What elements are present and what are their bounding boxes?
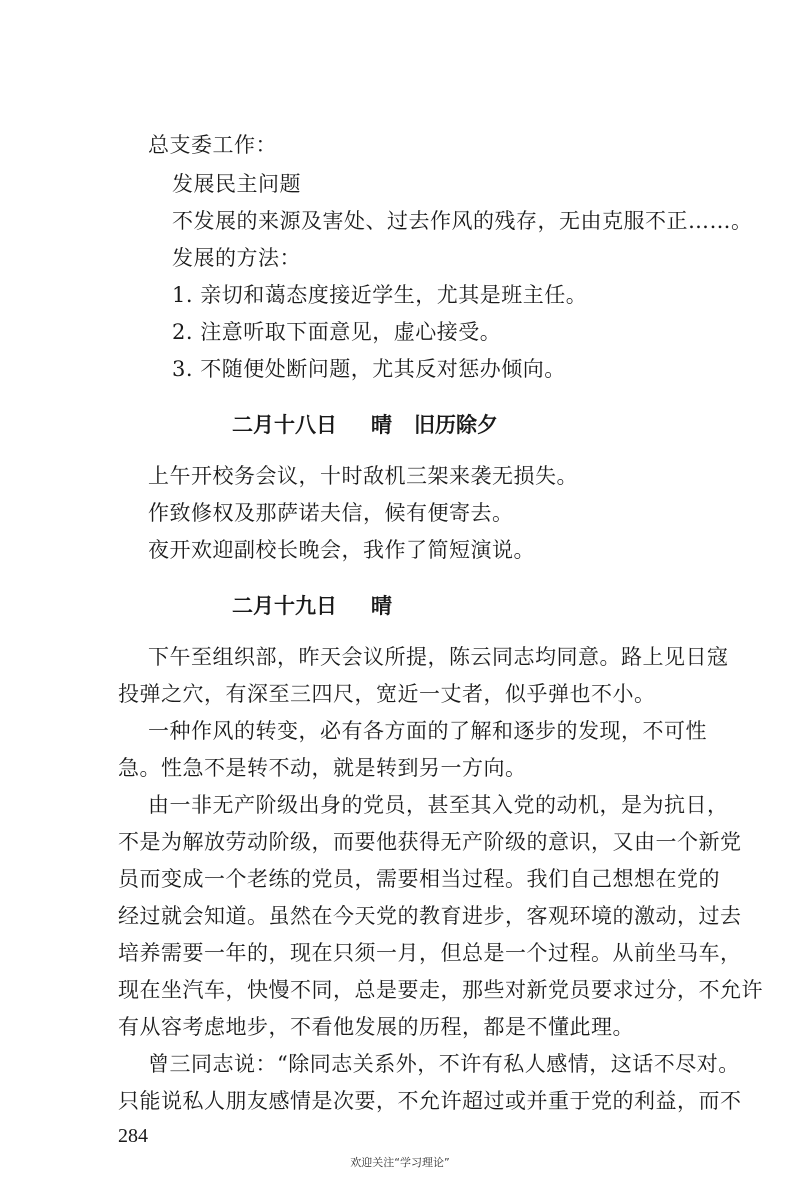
reason-line: 不发展的来源及害处、过去作风的残存，无由克服不正……。 bbox=[172, 209, 753, 233]
entry-note: 旧历除夕 bbox=[414, 413, 498, 437]
entry-heading-feb19 bbox=[232, 593, 392, 619]
entry-line: 有从容考虑地步，不看他发展的历程，都是不懂此理。 bbox=[118, 1015, 634, 1039]
entry-line: 夜开欢迎副校长晚会，我作了简短演说。 bbox=[148, 538, 535, 562]
entry-line: 投弹之穴，有深至三四尺，宽近一丈者，似乎弹也不小。 bbox=[118, 682, 656, 706]
entry-line: 经过就会知道。虽然在今天党的教育进步，客观环境的激动，过去 bbox=[118, 904, 742, 928]
entry-line: 员而变成一个老练的党员，需要相当过程。我们自己想想在党的 bbox=[118, 867, 720, 891]
entry-line: 急。性急不是转不动，就是转到另一方向。 bbox=[118, 756, 527, 780]
method-item: 1. 亲切和蔼态度接近学生，尤其是班主任。 bbox=[172, 283, 588, 307]
entry-line: 曾三同志说：“除同志关系外，不许有私人感情，这话不尽对。 bbox=[148, 1052, 740, 1076]
page-number: 284 bbox=[118, 1125, 148, 1147]
entry-line: 不是为解放劳动阶级，而要他获得无产阶级的意识，又由一个新党 bbox=[118, 830, 742, 854]
entry-line: 一种作风的转变，必有各方面的了解和逐步的发现，不可性 bbox=[148, 719, 707, 743]
entry-line: 作致修权及那萨诺夫信，候有便寄去。 bbox=[148, 501, 514, 525]
entry-line: 上午开校务会议，十时敌机三架来袭无损失。 bbox=[148, 464, 578, 488]
entry-date: 二月十八日 bbox=[232, 413, 337, 437]
entry-date: 二月十九日 bbox=[232, 594, 337, 618]
entry-line: 培养需要一年的，现在只须一月，但总是一个过程。从前坐马车， bbox=[118, 941, 742, 965]
entry-line: 现在坐汽车，快慢不同，总是要走，那些对新党员要求过分，不允许 bbox=[118, 978, 763, 1002]
method-item: 3. 不随便处断问题，尤其反对惩办倾向。 bbox=[172, 357, 566, 381]
section-title: 总支委工作： bbox=[148, 133, 277, 157]
entry-weather: 晴 bbox=[371, 594, 392, 618]
entry-line: 只能说私人朋友感情是次要，不允许超过或并重于党的利益，而不 bbox=[118, 1089, 742, 1113]
footer-text: 欢迎关注“学习理论” bbox=[350, 1156, 450, 1169]
methods-label: 发展的方法： bbox=[172, 246, 301, 270]
entry-line: 由一非无产阶级出身的党员，甚至其入党的动机，是为抗日， bbox=[148, 793, 729, 817]
entry-heading-feb18 bbox=[232, 412, 498, 438]
method-item: 2. 注意听取下面意见，虚心接受。 bbox=[172, 320, 502, 344]
entry-line: 下午至组织部，昨天会议所提，陈云同志均同意。路上见日寇 bbox=[148, 645, 729, 669]
topic-line: 发展民主问题 bbox=[172, 172, 301, 196]
entry-weather: 晴 bbox=[371, 413, 392, 437]
